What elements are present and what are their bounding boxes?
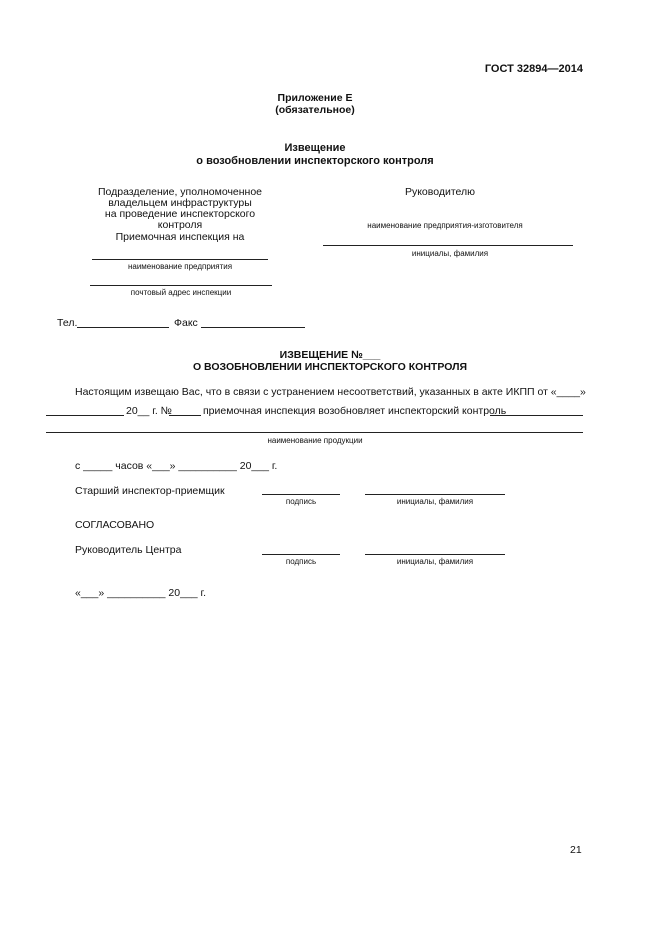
sender-line: Приемочная инспекция на [115,231,245,243]
appendix-title: Приложение Е [277,92,353,104]
tel-label: Тел. [57,317,78,329]
notice-title: ИЗВЕЩЕНИЕ №___ [279,349,381,361]
initials-caption: инициалы, фамилия [396,497,474,506]
address-caption: почтовый адрес инспекции [130,288,232,297]
notice-subtitle: О ВОЗОБНОВЛЕНИИ ИНСПЕКТОРСКОГО КОНТРОЛЯ [192,361,468,373]
fax-line [201,327,305,328]
appendix-status: (обязательное) [275,104,355,116]
enterprise-name-caption: наименование предприятия [127,262,233,271]
head-label: Руководитель Центра [75,544,182,556]
signature-caption: подпись [285,497,317,506]
tel-line [77,327,169,328]
initials-line [323,245,573,246]
year-part: 20__ г. № [126,405,172,417]
inspector-label: Старший инспектор-приемщик [75,485,225,497]
number-blank-line [169,415,201,416]
sender-line: Подразделение, уполномоченное [97,186,263,198]
sender-line: владельцем инфраструктуры [108,197,252,209]
enterprise-name-line [92,259,268,260]
signature-caption: подпись [285,557,317,566]
fax-label: Факс [174,317,198,329]
initials-line [365,494,505,495]
standard-number: ГОСТ 32894—2014 [484,63,583,75]
resume-since: с _____ часов «___» __________ 20___ г. [75,460,278,472]
recipient-label: Руководителю [404,186,476,198]
body-tail-line [490,415,583,416]
date-blank-line [46,415,124,416]
document-subtitle: о возобновлении инспекторского контроля [196,155,434,167]
signature-line [262,494,340,495]
signature-line [262,554,340,555]
agreed-label: СОГЛАСОВАНО [75,519,155,531]
address-line [90,285,272,286]
document-title: Извещение [284,142,346,154]
manufacturer-caption: наименование предприятия-изготовителя [367,221,523,230]
product-line [46,432,583,433]
signature-date: «___» __________ 20___ г. [75,587,207,599]
initials-line [365,554,505,555]
sender-line: на проведение инспекторского [104,208,256,220]
product-caption: наименование продукции [267,436,363,445]
body-sentence: Настоящим извещаю Вас, что в связи с устранением несоответствий, указанных в акте ИКПП от «____» [75,386,586,398]
body-sentence-continued: приемочная инспекция возобновляет инспекторский контроль [203,405,507,417]
sender-line: контроля [157,219,203,231]
initials-caption: инициалы, фамилия [411,249,489,258]
initials-caption: инициалы, фамилия [396,557,474,566]
page-number: 21 [570,844,582,856]
